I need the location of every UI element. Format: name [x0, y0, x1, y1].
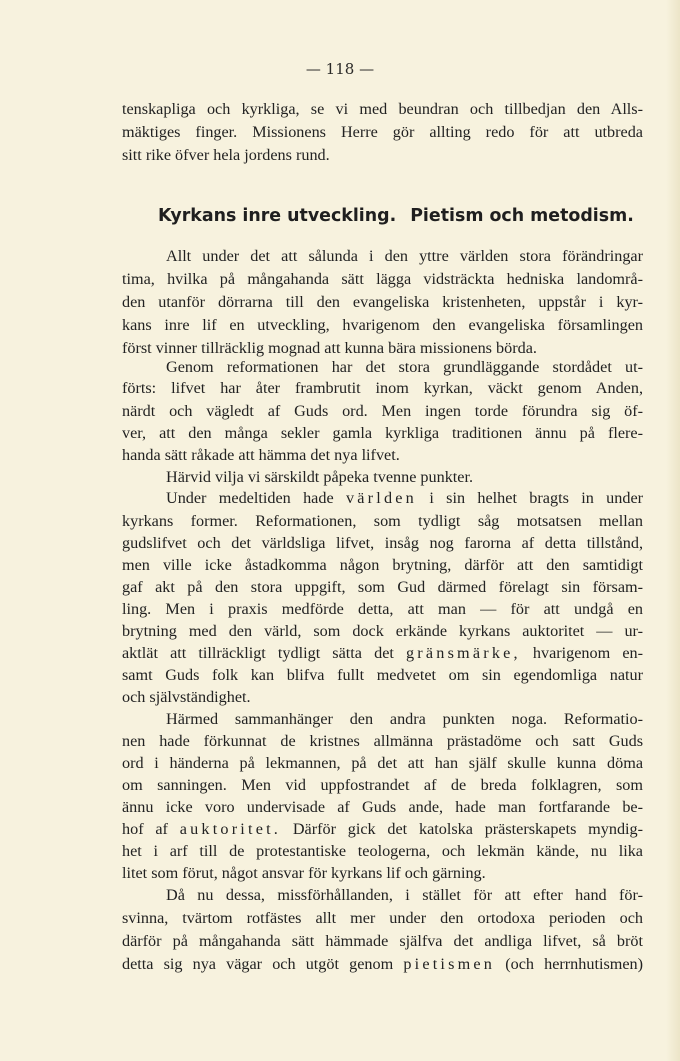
text-line: Allt under det att sålunda i den yttre världen stora förändringar: [166, 247, 643, 265]
spaced-emphasis: världen: [346, 489, 417, 507]
text-line: handa sätt råkade att hämma det nya lifvet.: [122, 446, 400, 464]
section-heading: [158, 206, 634, 226]
text-line: därför på mångahanda sätt hämmade själfva det andliga lifvet, så bröt: [122, 932, 643, 950]
text-line: och självständighet.: [122, 688, 251, 706]
text-line: Härmed sammanhänger den andra punkten noga. Reformatio-: [166, 710, 643, 728]
spaced-emphasis: pietismen: [403, 955, 496, 973]
text-line: brytning med den värld, som dock erkände kyrkans auktoritet — ur-: [122, 622, 643, 640]
text-line: ver, att den många sekler gamla kyrkliga traditionen ännu på flere-: [122, 424, 643, 442]
text-line: het i arf till de protestantiske teologerna, och lekmän kände, nu lika: [122, 842, 643, 860]
text-line: nen hade förkunnat de kristnes allmänna prästadöme och satt Guds: [122, 732, 643, 750]
text-line: ord i händerna på lekmannen, på det att han själf skulle kunna döma: [122, 754, 643, 772]
text-line: ling. Men i praxis medförde detta, att man — för att undgå en: [122, 600, 643, 618]
text-line: sitt rike öfver hela jordens rund.: [122, 146, 330, 164]
text-line: kyrkans former. Reformationen, som tydligt såg motsatsen mellan: [122, 512, 643, 530]
text-line: tima, hvilka på mångahanda sätt lägga vidsträckta hedniska landområ-: [122, 270, 643, 288]
text-line: mäktiges finger. Missionens Herre gör allting redo för att utbreda: [122, 123, 643, 141]
text-line: gudslifvet och det världsliga lifvet, insåg nog farorna af detta tillstånd,: [122, 534, 643, 552]
text-line: förts: lifvet har åter frambrutit inom kyrkan, väckt genom Anden,: [122, 379, 643, 397]
text-line: hof af auktoritet. Därför gick det katolska prästerskapets myndig-: [122, 820, 644, 838]
text-line: Härvid vilja vi särskildt påpeka tvenne punkter.: [166, 468, 474, 486]
text-line: litet som förut, något ansvar för kyrkans lif och gärning.: [122, 864, 486, 882]
text-line: detta sig nya vägar och utgöt genom pietismen (och herrnhutismen): [122, 955, 644, 973]
text-line: Då nu dessa, missförhållanden, i stället för att efter hand för-: [166, 886, 643, 904]
text-line: Under medeltiden hade världen i sin helhet bragts in under: [166, 489, 644, 507]
page-number: — 118 —: [305, 60, 375, 78]
spaced-emphasis: auktoritet.: [179, 820, 282, 838]
text-line: om sanningen. Men vid uppfostrandet af de breda folklagren, som: [122, 776, 643, 794]
heading-title: Kyrkans inre utveckling.: [158, 206, 397, 226]
spaced-emphasis: gränsmärke,: [406, 644, 521, 662]
text-line: Genom reformationen har det stora grundläggande stordådet ut-: [166, 358, 643, 376]
page-edge-shadow: [666, 0, 680, 1061]
text-line: närdt och vägledt af Guds ord. Men ingen torde förundra sig öf-: [122, 402, 643, 420]
text-line: gaf akt på den stora uppgift, som Gud därmed förelagt sin försam-: [122, 578, 643, 596]
heading-subtitle: Pietism och metodism.: [410, 206, 634, 226]
text-line: den utanför dörrarna till den evangeliska kristenheten, uppstår i kyr-: [122, 293, 643, 311]
text-line: först vinner tillräcklig mognad att kunna bära missionens börda.: [122, 339, 537, 357]
text-line: samt Guds folk kan blifva fullt medvetet om sin egendomliga natur: [122, 666, 643, 684]
text-line: ännu icke voro undervisade af Guds ande, hade man fortfarande be-: [122, 798, 643, 816]
text-line: tenskapliga och kyrkliga, se vi med beundran och tillbedjan den Alls-: [122, 100, 643, 118]
text-line: kans inre lif en utveckling, hvarigenom den evangeliska församlingen: [122, 316, 643, 334]
text-line: men ville icke åstadkomma någon brytning, därför att den samtidigt: [122, 556, 643, 574]
text-line: aktlät att tillräckligt tydligt sätta det gränsmärke, hvarigenom en-: [122, 644, 643, 662]
text-line: svinna, tvärtom rotfästes allt mer under den ortodoxa perioden och: [122, 909, 643, 927]
